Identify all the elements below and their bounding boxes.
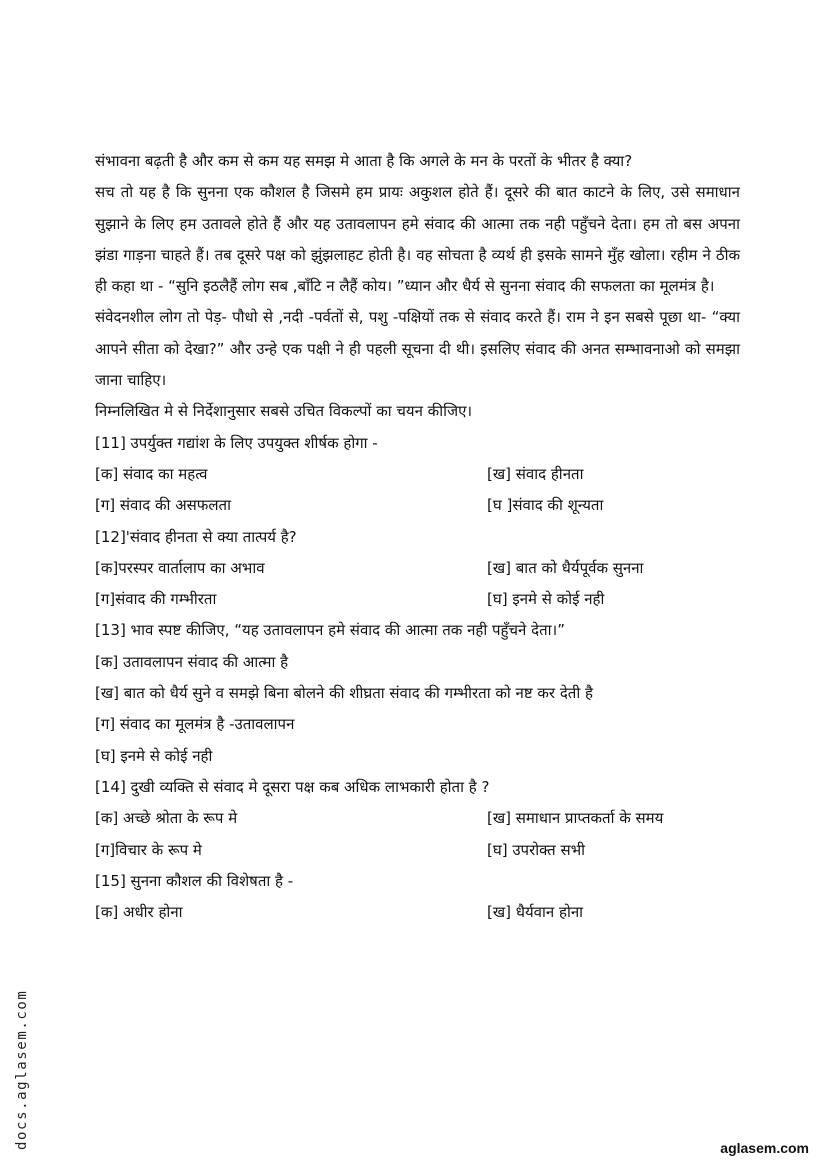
q15-option-a: [क] अधीर होना	[95, 903, 183, 922]
q14-option-a: [क] अच्छे श्रोता के रूप मे	[95, 809, 238, 828]
q13-option-d: [घ] इनमे से कोई नही	[95, 746, 213, 765]
page-content	[95, 146, 740, 928]
q11-options-row-2	[95, 490, 740, 521]
q11-option-b: [ख] संवाद हीनता	[487, 464, 584, 483]
passage-paragraph-3: संवेदनशील लोग तो पेड़- पौधो से ,नदी -पर्वतों से, पशु -पक्षियों तक से संवाद करते हैं। राम ने इन सबसे पूछा था- “क्या आपने सीता को देखा?” और उन्हे एक पक्षी ने ही पहली सूचना दी थी। इसलिए संवाद की अनत सम्भावनाओ को समझा जाना चाहिए।	[95, 308, 740, 390]
q12-option-b: [ख] बात को धैर्यपूर्वक सुनना	[487, 558, 644, 577]
q12-option-c: [ग]संवाद की गम्भीरता	[95, 590, 217, 609]
q12-option-d: [घ] इनमे से कोई नही	[487, 590, 605, 609]
question-15: [15] सुनना कौशल की विशेषता है -	[95, 871, 294, 890]
passage-paragraph-1: संभावना बढ़ती है और कम से कम यह समझ मे आता है कि अगले के मन के परतों के भीतर है क्या?	[95, 152, 633, 170]
q11-option-a: [क] संवाद का महत्व	[95, 464, 208, 483]
passage-paragraph-2: सच तो यह है कि सुनना एक कौशल है जिसमे हम प्रायः अकुशल होते हैं। दूसरे की बात काटने के लिए, उसे समाधान सुझाने के लिए हम उतावले होते हैं और यह उतावलापन हमे संवाद की आत्मा तक नही पहुँचने देता। हम तो बस अपना झंडा गाड़ना चाहते हैं। तब दूसरे पक्ष को झुंझलाहट होती है। वह सोचता है व्यर्थ ही इसके सामने मुँह खोला। रहीम ने ठीक ही कहा था - “सुनि इठलैहैं लोग सब ,बाँटि न लैहैं कोय। ”ध्यान और धैर्य से सुनना संवाद की सफलता का मूलमंत्र है।	[95, 183, 740, 296]
q13-option-b: [ख] बात को धैर्य सुने व समझे बिना बोलने की शीघ्रता संवाद की गम्भीरता को नष्ट कर देती है	[95, 684, 593, 703]
q11-option-d: [घ ]संवाद की शून्यता	[487, 496, 604, 515]
q13-option-a: [क] उतावलापन संवाद की आत्मा है	[95, 652, 289, 671]
question-11: [11] उपर्युक्त गद्यांश के लिए उपयुक्त शीर्षक होगा -	[95, 433, 378, 452]
q14-option-c: [ग]विचार के रूप मे	[95, 840, 202, 859]
q15-options-row-1	[95, 897, 740, 928]
q14-options-row-2	[95, 835, 740, 866]
q12-option-a: [क]परस्पर वार्तालाप का अभाव	[95, 558, 265, 577]
question-13: [13] भाव स्पष्ट कीजिए, “यह उतावलापन हमे संवाद की आत्मा तक नही पहुँचने देता।”	[95, 621, 565, 640]
q11-option-c: [ग] संवाद की असफलता	[95, 496, 231, 515]
question-14: [14] दुखी व्यक्ति से संवाद मे दूसरा पक्ष कब अधिक लाभकारी होता है ?	[95, 777, 490, 796]
q11-options-row-1	[95, 459, 740, 490]
q13-option-c: [ग] संवाद का मूलमंत्र है -उतावलापन	[95, 715, 295, 734]
side-watermark: docs.aglasem.com	[14, 989, 30, 1150]
q14-options-row-1	[95, 803, 740, 834]
q14-option-d: [घ] उपरोक्त सभी	[487, 840, 586, 859]
q12-options-row-1	[95, 553, 740, 584]
q14-option-b: [ख] समाधान प्राप्तकर्ता के समय	[487, 809, 664, 828]
footer-watermark: aglasem.com	[720, 1140, 809, 1156]
instruction-text: निम्नलिखित मे से निर्देशानुसार सबसे उचित विकल्पों का चयन कीजिए।	[95, 402, 473, 421]
question-12: [12]'संवाद हीनता से क्या तात्पर्य है?	[95, 527, 297, 546]
q12-options-row-2	[95, 584, 740, 615]
q15-option-b: [ख] धैर्यवान होना	[487, 903, 584, 922]
